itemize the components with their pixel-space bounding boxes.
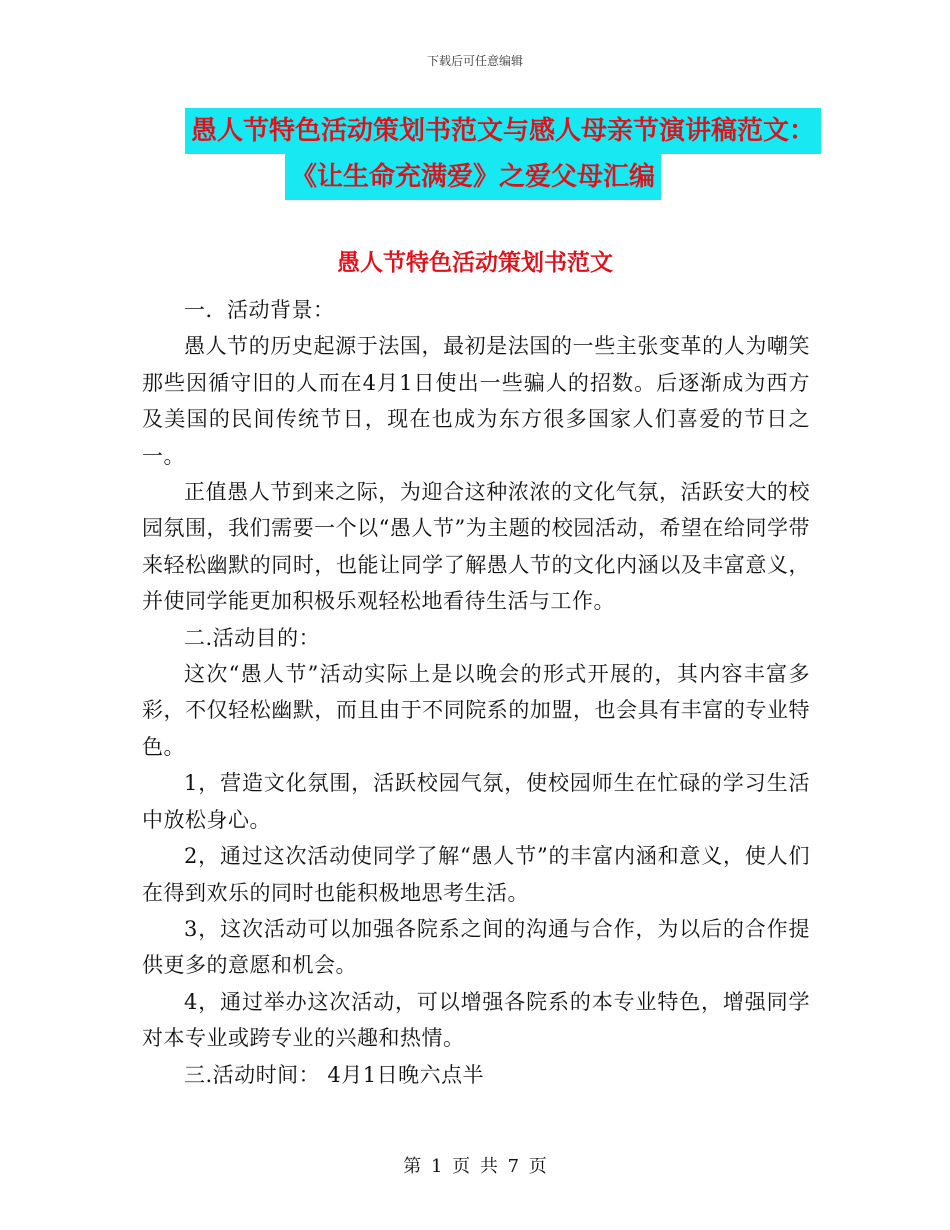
list-item-purpose-2: 2，通过这次活动使同学了解“愚人节”的丰富内涵和意义，使人们在得到欢乐的同时也能积极地思考生活。 <box>142 844 810 905</box>
page-number-footer: 第 1 页 共 7 页 <box>403 1156 547 1177</box>
list-item-purpose-3: 3，这次活动可以加强各院系之间的沟通与合作，为以后的合作提供更多的意愿和机会。 <box>142 916 810 978</box>
list-item-purpose-4: 4，通过举办这次活动，可以增强各院系的本专业特色，增强同学对本专业或跨专业的兴趣和热情。 <box>142 989 810 1051</box>
paragraph-occasion: 正值愚人节到来之际，为迎合这种浓浓的文化气氛，活跃安大的校园氛围，我们需要一个以“愚人节”为主题的校园活动，希望在给同学带来轻松幽默的同时，也能让同学了解愚人节的文化内涵以及丰富意义，并使同学能更加积极乐观轻松地看待生活与工作。 <box>142 480 810 614</box>
document-body <box>142 292 810 1093</box>
heading-activity-background: 一．活动背景： <box>184 298 335 322</box>
heading-activity-time: 三.活动时间： 4月1日晚六点半 <box>184 1062 485 1087</box>
document-title-line-2: 《让生命充满爱》之爱父母汇编 <box>285 154 661 200</box>
header-note: 下载后可任意编辑 <box>426 54 523 68</box>
paragraph-history: 愚人节的历史起源于法国，最初是法国的一些主张变革的人为嘲笑那些因循守旧的人而在4月1日使出一些骗人的招数。后逐渐成为西方及美国的民间传统节日，现在也成为东方很多国家人们喜爱的节日之一。 <box>142 334 810 468</box>
heading-activity-purpose: 二.活动目的： <box>184 625 321 650</box>
document-title <box>185 108 845 200</box>
document-title-line-1: 愚人节特色活动策划书范文与感人母亲节演讲稿范文： <box>185 108 821 154</box>
list-item-purpose-1: 1，营造文化氛围，活跃校园气氛，使校园师生在忙碌的学习生活中放松身心。 <box>142 771 810 832</box>
section-title: 愚人节特色活动策划书范文 <box>337 250 613 276</box>
paragraph-purpose-intro: 这次“愚人节”活动实际上是以晚会的形式开展的，其内容丰富多彩，不仅轻松幽默，而且由于不同院系的加盟，也会具有丰富的专业特色。 <box>142 662 810 759</box>
